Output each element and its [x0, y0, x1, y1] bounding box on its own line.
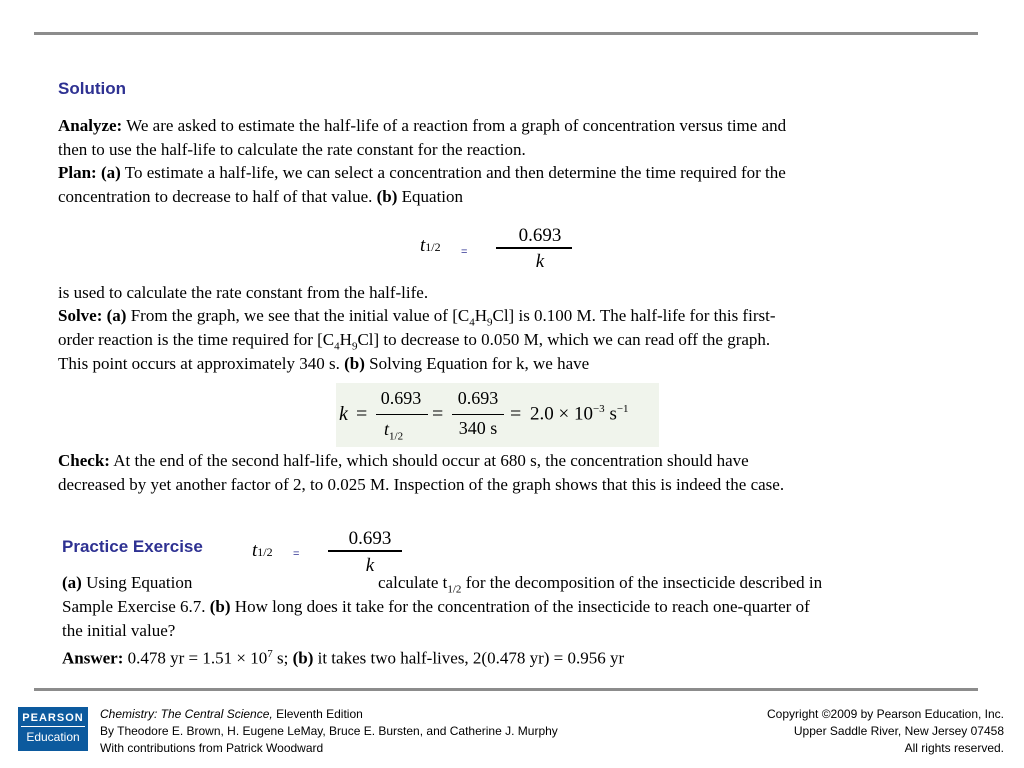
analyze-line-1 [58, 114, 786, 138]
practice-eq-numerator: 0.693 [348, 528, 392, 549]
eq1-t: t [420, 235, 426, 256]
practice-eq-denominator: k [365, 555, 375, 576]
solve-b: (b) [344, 354, 365, 373]
eq2-num-1: 0.693 [380, 388, 422, 408]
eq2-unit-exponent: −1 [616, 403, 629, 415]
plan-text-1: To estimate a half-life, we can select a concentration and then determine the time required for the [124, 163, 786, 182]
top-rule [34, 32, 978, 35]
solve-text-2b: Cl] to decrease to 0.050 M, which we can read off the graph. [357, 330, 771, 349]
analyze-label: Analyze: [58, 116, 123, 135]
answer-label: Answer: [62, 648, 124, 668]
footer-address: Upper Saddle River, New Jersey 07458 [793, 724, 1004, 738]
eq2-k: k [339, 403, 348, 425]
eq1-equals: = [461, 246, 468, 258]
eq1-t-sub: 1/2 [425, 240, 441, 254]
eq2-bar-2 [452, 414, 504, 415]
practice-line-2 [62, 595, 810, 619]
solve-text-2a: order reaction is the time required for [C [58, 330, 335, 349]
answer-text-1: 0.478 yr = 1.51 × 10 [127, 648, 268, 668]
footer-contributions: With contributions from Patrick Woodward [100, 741, 324, 755]
sub-9: 9 [487, 316, 493, 329]
sub-4: 4 [334, 340, 340, 353]
plan-text-2-end: Equation [401, 187, 464, 206]
answer-exponent: 7 [267, 648, 273, 660]
solve-text-1a: From the graph, we see that the initial value of [C [130, 306, 470, 325]
check-text-1: At the end of the second half-life, which should occur at 680 s, the concentration should have [113, 451, 749, 470]
plan-line-2 [58, 185, 463, 209]
practice-half-life-symbol [252, 540, 273, 562]
eq1-denominator: k [535, 251, 545, 272]
practice-a: (a) [62, 573, 82, 592]
h-symbol: H [339, 330, 352, 349]
h-symbol: H [474, 306, 487, 325]
practice-b: (b) [209, 597, 231, 616]
practice-eq-fraction-bar [328, 550, 402, 552]
practice-eq-t: t [252, 540, 258, 561]
footer-book-title: Chemistry: The Central Science, [100, 707, 273, 721]
footer-edition: Eleventh Edition [276, 707, 363, 721]
solve-text-1b: Cl] is 0.100 M. The half-life for this first- [492, 306, 776, 325]
practice-heading: Practice Exercise [62, 537, 203, 556]
solution-heading: Solution [58, 79, 126, 98]
eq2-num-2: 0.693 [457, 388, 499, 408]
practice-text-2a: Sample Exercise 6.7. [62, 597, 206, 616]
check-line-1 [58, 449, 749, 473]
practice-text-1a: Using Equation [86, 573, 193, 592]
eq2-t: t [384, 419, 390, 439]
footer-book-info [100, 706, 558, 757]
eq2-equals-1: = [356, 403, 368, 425]
footer-authors: By Theodore E. Brown, H. Eugene LeMay, Bruce E. Bursten, and Catherine J. Murphy [100, 724, 558, 738]
plan-label: Plan: [58, 163, 97, 182]
eq1-numerator: 0.693 [518, 225, 562, 246]
pearson-logo [18, 707, 88, 751]
after-equation-text: is used to calculate the rate constant from the half-life. [58, 283, 429, 302]
eq2-t-sub: 1/2 [389, 430, 404, 443]
footer-copyright-block [767, 706, 1004, 757]
plan-text-2: concentration to decrease to half of that value. [58, 187, 373, 206]
solve-line-3 [58, 352, 589, 376]
rate-constant-equation [336, 383, 659, 447]
eq2-equals-2: = [432, 403, 444, 425]
plan-a: (a) [100, 163, 121, 182]
footer-copyright: Copyright ©2009 by Pearson Education, Inc. [767, 707, 1004, 721]
eq2-result [530, 403, 629, 425]
eq1-fraction-bar [496, 247, 572, 249]
solve-a: (a) [106, 306, 127, 325]
eq2-equals-3: = [510, 403, 522, 425]
logo-text-top: PEARSON [21, 707, 85, 727]
footer-rights: All rights reserved. [904, 741, 1004, 755]
footer-title-line [100, 706, 558, 723]
answer-text-3: it takes two half-lives, 2(0.478 yr) = 0.956 yr [317, 648, 625, 668]
solve-text-3-end: Solving Equation for k, we have [369, 354, 590, 373]
answer-b: (b) [292, 648, 314, 668]
solve-label: Solve: [58, 306, 103, 325]
plan-line-1 [58, 161, 786, 185]
practice-text-1c: for the decomposition of the insecticide described in [465, 573, 823, 592]
eq2-den-2: 340 s [458, 418, 498, 438]
analyze-line-2: then to use the half-life to calculate the rate constant for the reaction. [58, 140, 526, 159]
analyze-text-1: We are asked to estimate the half-life of a reaction from a graph of concentration versus time and [126, 116, 787, 135]
solve-text-3: This point occurs at approximately 340 s. [58, 354, 340, 373]
half-life-symbol [420, 235, 441, 257]
eq2-exponent: −3 [592, 403, 605, 415]
logo-text-bottom: Education [26, 730, 80, 744]
sub-4: 4 [469, 316, 475, 329]
check-line-2: decreased by yet another factor of 2, to 0.025 M. Inspection of the graph shows that this is indeed the case. [58, 475, 785, 494]
eq2-result-mantissa: 2.0 × 10 [530, 403, 593, 425]
answer-text-2: s; [276, 648, 289, 668]
practice-t-sub: 1/2 [447, 583, 462, 596]
practice-line-1a [62, 571, 192, 595]
eq2-den-1 [384, 419, 403, 443]
eq2-bar-1 [376, 414, 428, 415]
sub-9: 9 [351, 340, 358, 353]
practice-eq-equals: = [293, 548, 300, 560]
practice-answer [62, 643, 624, 670]
plan-b: (b) [376, 187, 398, 206]
check-label: Check: [58, 451, 110, 470]
practice-text-1b: calculate t [378, 573, 448, 592]
practice-text-2b: How long does it take for the concentration of the insecticide to reach one-quarter of [234, 597, 810, 616]
practice-eq-t-sub: 1/2 [257, 545, 273, 559]
bottom-rule [34, 688, 978, 691]
eq2-unit: s [609, 403, 617, 425]
practice-line-3: the initial value? [62, 621, 176, 640]
